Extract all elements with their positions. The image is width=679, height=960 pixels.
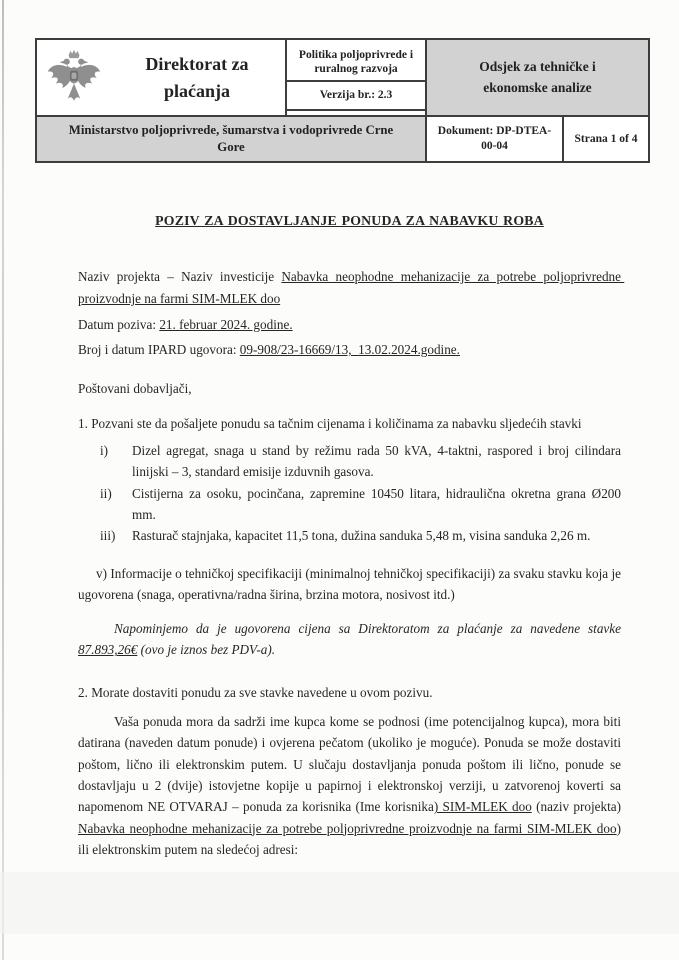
- delivery-instructions-paragraph: [78, 711, 625, 860]
- text-segment: 2. Morate dostaviti ponudu za sve stavke navedene u ovom pozivu.: [78, 684, 433, 700]
- procurement-list-item: [100, 483, 621, 526]
- ipard-contract-paragraph: [78, 339, 621, 360]
- point-v-paragraph: [78, 563, 625, 606]
- list-item-marker: iii): [100, 528, 116, 544]
- directorate-name: Direktorat za plaćanja: [145, 54, 249, 101]
- document-code-label: Dokument: DP-DTEA-00-04: [425, 117, 562, 161]
- page-number-label: Strana 1 of 4: [562, 117, 648, 161]
- text-segment: (naziv projekta): [531, 799, 625, 815]
- salutation: [78, 378, 621, 399]
- list-item-text: Rasturač stajnjaka, kapacitet 11,5 tona, dužina sanduka 5,48 m, visina sanduka 2,26 m.: [132, 528, 591, 544]
- text-segment: Nabavka neophodne mehanizacije za potrebe poljoprivredne proizvodnje na farmi SIM-MLEK doo: [78, 820, 617, 836]
- point-1-paragraph: [78, 413, 621, 434]
- text-segment: 1. Pozvani ste da pošaljete ponudu sa tačnim cijenama i količinama za nabavku sljedećih stavki: [78, 415, 582, 431]
- text-segment: Vaša ponuda mora da sadrži ime kupca kome se podnosi (ime potencijalnog kupca), mora biti datirana (naveden datum ponude) i ovjerena pečatom (ukoliko je moguće). Ponuda se može dostaviti poštom, lično ili elektronskim putem. U slučaju dostavljanja ponuda poštom ili lično, ponude se dostavljaju u 2 (dvije) istovjetne kopije u papirnoj i elektronskoj verziji, u zatvorenoj koverti sa napomenom NE OTVARAJ – ponuda za korisnika (Ime korisnika: [78, 714, 625, 815]
- procurement-list-item: [100, 525, 621, 546]
- list-item-text: Dizel agregat, snaga u stand by režimu rada 50 kVA, 4-taktni, raspored i broj cilindara linijski – 3, standard emisije izduvnih gasova.: [132, 443, 621, 480]
- header-cell-department: Odsjek za tehničke i ekonomske analize: [425, 40, 648, 115]
- list-item-marker: i): [100, 443, 109, 459]
- text-segment: 87.893,26€: [78, 642, 138, 658]
- list-item-text: Cistijerna za osoku, pocinčana, zapremine 10450 litara, hidraulična okretna grana Ø200 mm.: [132, 485, 621, 522]
- scan-shading-artifact: [0, 872, 679, 934]
- contracted-price-note: [78, 618, 625, 661]
- text-segment: (ovo je iznos bez PDV-a).: [137, 642, 276, 658]
- text-segment: Broj i datum IPARD ugovora:: [78, 342, 240, 358]
- text-segment: ) ili elektronskim putem na sledećoj adresi:: [78, 820, 625, 857]
- policy-label: Politika poljoprivrede i ruralnog razvoja: [287, 45, 425, 82]
- text-segment: 21. februar 2024. godine.: [159, 316, 293, 332]
- scan-edge-artifact: [2, 0, 4, 960]
- point-2-paragraph: [78, 682, 621, 703]
- text-segment: v) Informacije o tehničkoj specifikaciji (minimalnoj tehničkoj specifikaciji) za svaku stavku koja je ugovorena (snaga, operativna/radna širina, brzina motora, nosivost itd.): [78, 565, 625, 602]
- ministry-label: Ministarstvo poljoprivrede, šumarstva i vodoprivrede Crne Gore: [37, 117, 425, 161]
- document-body: [78, 0, 625, 860]
- procurement-items-list: [78, 440, 621, 546]
- version-label: Verzija br.: 2.3: [287, 82, 425, 111]
- text-segment: ) SIM-MLEK doo: [433, 799, 532, 815]
- call-date-paragraph: [78, 314, 621, 335]
- project-name-paragraph: [78, 266, 625, 309]
- text-segment: 09-908/23-16669/13, 13.02.2024.godine.: [239, 342, 460, 358]
- text-segment: Datum poziva:: [78, 316, 160, 332]
- document-title: POZIV ZA DOSTAVLJANJE PONUDA ZA NABAVKU ROBA: [155, 213, 544, 228]
- text-segment: Naziv projekta – Naziv investicije: [78, 269, 282, 285]
- text-segment: Nabavka neophodne mehanizacije za potrebe poljoprivredne proizvodnje na farmi SIM-MLEK doo: [78, 269, 625, 306]
- procurement-list-item: [100, 440, 621, 483]
- text-segment: Poštovani dobavljači,: [78, 381, 192, 397]
- list-item-marker: ii): [100, 485, 112, 501]
- text-segment: Napominjemo da je ugovorena cijena sa Direktoratom za plaćanje za navedene stavke: [114, 621, 625, 637]
